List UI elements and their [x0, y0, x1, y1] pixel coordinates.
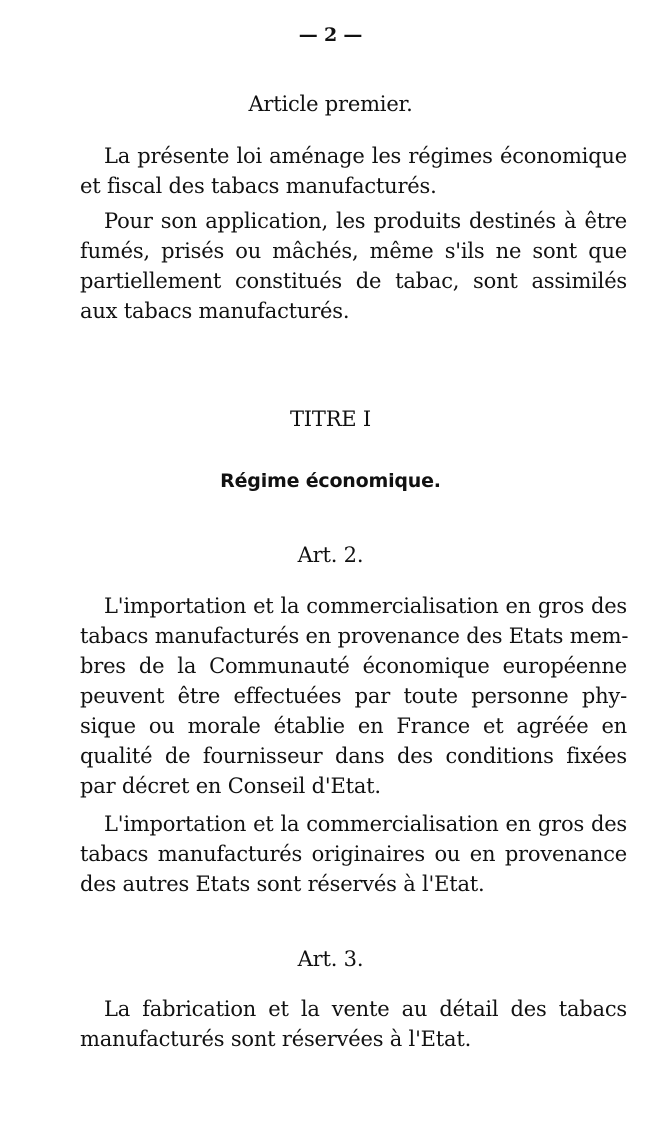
article-1-p2-line-1: Pour son application, les produits destinés à être — [104, 209, 627, 233]
article-2-p2-line-3: des autres Etats sont réservés à l'Etat. — [80, 872, 485, 896]
article-2-p1-line-6: qualité de fournisseur dans des conditions fixées — [80, 744, 627, 768]
article-1-p1-line-2: et fiscal des tabacs manufacturés. — [80, 174, 437, 198]
page-number: — 2 — — [298, 24, 363, 46]
article-2-p2-line-2: tabacs manufacturés originaires ou en provenance — [80, 842, 627, 866]
article-3-heading: Art. 3. — [297, 947, 364, 971]
article-1-p2-line-2: fumés, prisés ou mâchés, même s'ils ne sont que — [80, 239, 627, 263]
article-2-p1-line-4: peuvent être effectuées par toute personne phy- — [80, 684, 627, 708]
article-1-p2-line-4: aux tabacs manufacturés. — [80, 299, 350, 323]
article-1-p2-line-3: partiellement constitués de tabac, sont assimilés — [80, 269, 627, 293]
article-2-p1-line-7: par décret en Conseil d'Etat. — [80, 774, 381, 798]
article-2-p1-line-2: tabacs manufacturés en provenance des Etats mem- — [80, 624, 629, 648]
article-3-p1-line-2: manufacturés sont réservées à l'Etat. — [80, 1027, 472, 1051]
article-1-p1-line-1: La présente loi aménage les régimes économique — [104, 144, 627, 168]
article-2-p1-line-1: L'importation et la commercialisation en gros des — [104, 594, 627, 618]
article-2-p1-line-5: sique ou morale établie en France et agréée en — [80, 714, 627, 738]
article-3-p1-line-1: La fabrication et la vente au détail des tabacs — [104, 997, 627, 1021]
article-2-p2-line-1: L'importation et la commercialisation en gros des — [104, 812, 627, 836]
titre-subtitle: Régime économique. — [220, 470, 441, 492]
article-2-p1-line-3: bres de la Communauté économique européenne — [80, 654, 627, 678]
article-2-heading: Art. 2. — [297, 543, 364, 567]
article-1-heading: Article premier. — [248, 92, 413, 116]
titre-heading: TITRE I — [289, 407, 372, 431]
